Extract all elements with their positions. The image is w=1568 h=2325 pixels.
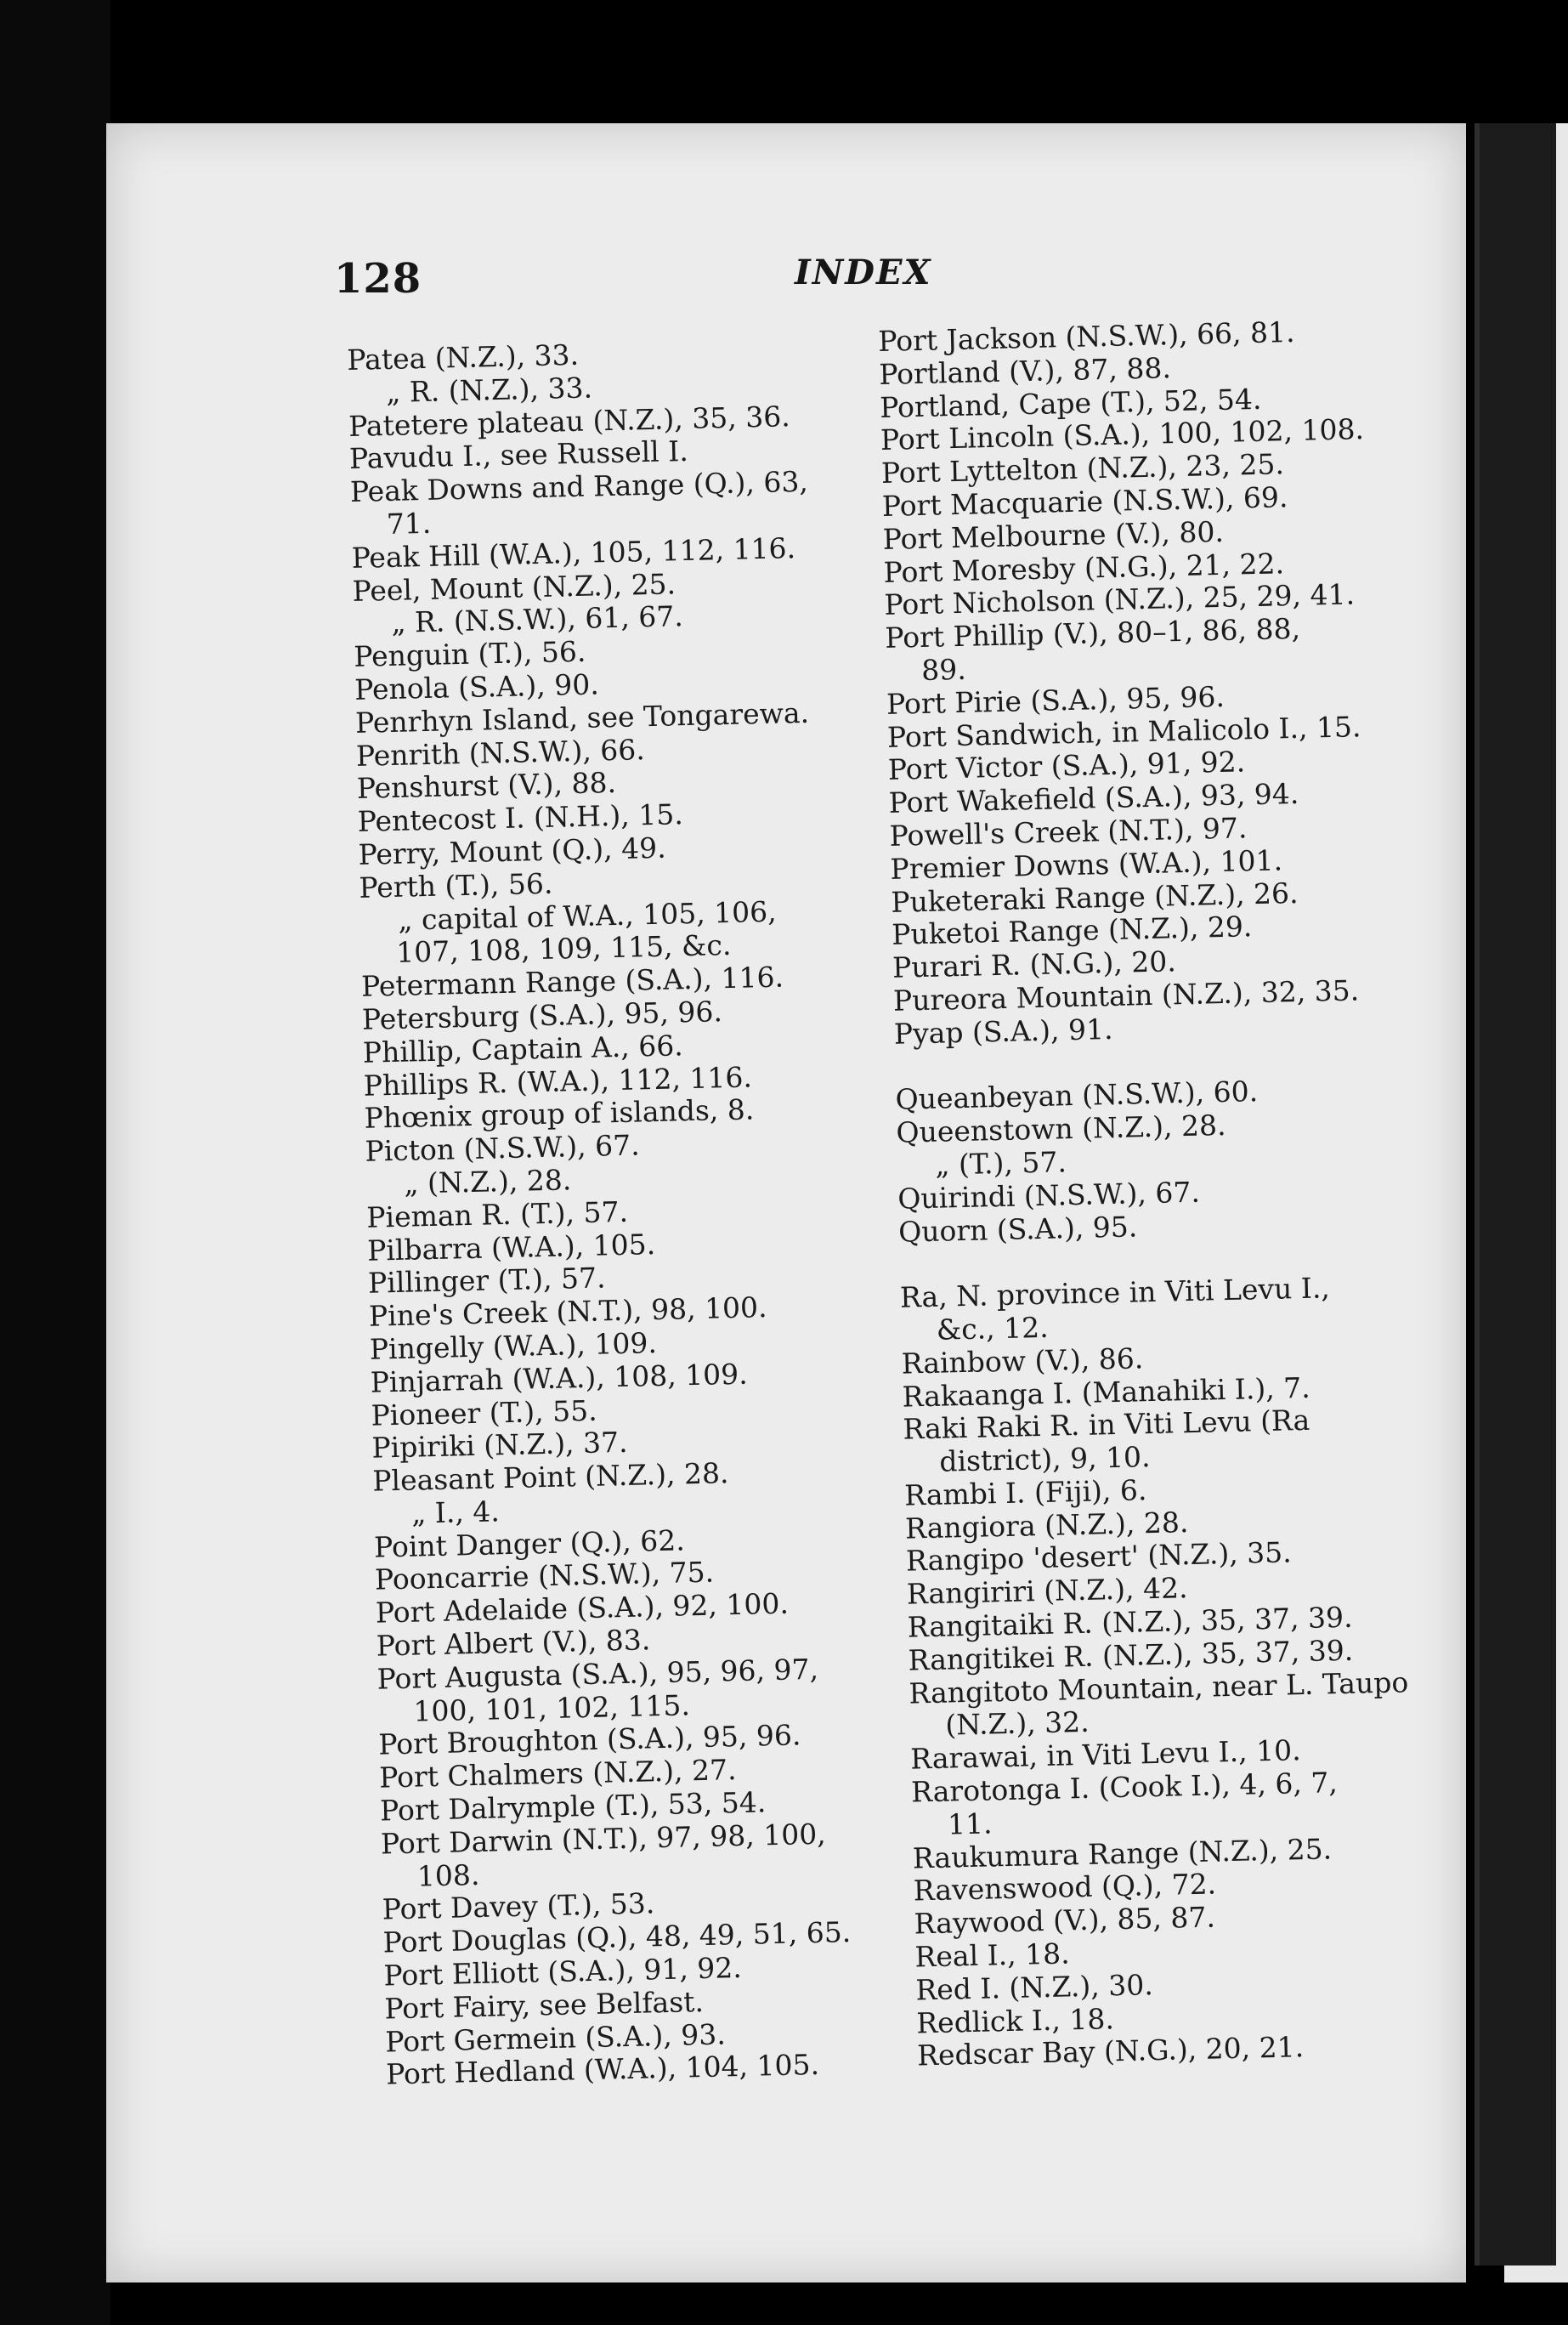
index-entry: „ I., 4. xyxy=(410,1494,501,1530)
index-entry: Purari R. (N.G.), 20. xyxy=(892,944,1177,984)
index-entry: Pillinger (T.), 57. xyxy=(367,1261,606,1301)
index-entry: „ R. (N.S.W.), 61, 67. xyxy=(391,599,684,640)
index-entry: Port Macquarie (N.S.W.), 69. xyxy=(881,480,1288,523)
index-entry: Port Lyttelton (N.Z.), 23, 25. xyxy=(880,447,1285,491)
index-entry: Port Broughton (S.A.), 95, 96. xyxy=(377,1718,801,1762)
index-entry: „ (T.), 57. xyxy=(934,1145,1067,1182)
index-entry: Port Sandwich, in Malicolo I., 15. xyxy=(886,709,1361,754)
index-entry: Port Phillip (V.), 80–1, 86, 88, xyxy=(884,611,1301,655)
index-entry: Pooncarrie (N.S.W.), 75. xyxy=(374,1556,715,1597)
index-entry: Port Adelaide (S.A.), 92, 100. xyxy=(375,1586,790,1630)
index-entry: Ra, N. province in Viti Levu I., xyxy=(899,1271,1331,1314)
index-entry: Pleasant Point (N.Z.), 28. xyxy=(371,1456,729,1498)
page-number: 128 xyxy=(334,255,422,303)
index-entry: Portland (V.), 87, 88. xyxy=(878,350,1172,391)
index-entry: Patetere plateau (N.Z.), 35, 36. xyxy=(348,399,791,443)
index-entry: Port Wakefield (S.A.), 93, 94. xyxy=(888,777,1299,820)
index-entry: Premier Downs (W.A.), 101. xyxy=(890,843,1283,886)
index-entry: Rainbow (V.), 86. xyxy=(901,1341,1144,1381)
index-entry: 89. xyxy=(920,652,967,687)
index-entry: Rarawai, in Viti Levu I., 10. xyxy=(909,1733,1301,1776)
index-entry: Rangiora (N.Z.), 28. xyxy=(904,1505,1189,1545)
index-entry: Raki Raki R. in Viti Levu (Ra xyxy=(903,1404,1310,1446)
index-entry: Rakaanga I. (Manahiki I.), 7. xyxy=(902,1370,1311,1414)
index-entry: Pentecost I. (N.H.), 15. xyxy=(357,797,684,839)
index-entry: Patea (N.Z.), 33. xyxy=(346,337,580,377)
index-entry: Port Melbourne (V.), 80. xyxy=(882,514,1225,556)
index-entry: Quorn (S.A.), 95. xyxy=(897,1209,1138,1249)
index-entry: Rangiriri (N.Z.), 42. xyxy=(906,1571,1188,1611)
index-entry: Portland, Cape (T.), 52, 54. xyxy=(879,382,1262,424)
index-entry: Redlick I., 18. xyxy=(915,2001,1115,2040)
index-entry: Puketeraki Range (N.Z.), 26. xyxy=(890,876,1299,919)
index-entry: Port Victor (S.A.), 91, 92. xyxy=(887,745,1246,787)
index-entry: Port Moresby (N.G.), 21, 22. xyxy=(883,546,1285,589)
index-entry: Port Fairy, see Belfast. xyxy=(383,1984,705,2026)
index-entry: Port Davey (T.), 53. xyxy=(382,1886,655,1926)
index-entry: Rangitikei R. (N.Z.), 35, 37, 39. xyxy=(908,1633,1354,1677)
index-entry: Port Germein (S.A.), 93. xyxy=(384,2017,727,2059)
index-entry: Perry, Mount (Q.), 49. xyxy=(358,831,667,871)
index-entry: (N.Z.), 32. xyxy=(944,1705,1090,1743)
index-entry: „ capital of W.A., 105, 106, xyxy=(397,894,778,937)
index-entry: Redscar Bay (N.G.), 20, 21. xyxy=(916,2030,1305,2073)
index-entry: Penguin (T.), 56. xyxy=(353,634,586,674)
index-column-right xyxy=(878,315,1417,2073)
index-entry: Raywood (V.), 85, 87. xyxy=(914,1900,1216,1941)
index-entry: Penshurst (V.), 88. xyxy=(356,766,617,806)
index-entry: Port Chalmers (N.Z.), 27. xyxy=(378,1753,737,1795)
index-entry: Phillip, Captain A., 66. xyxy=(362,1028,684,1069)
index-entry: Ravenswood (Q.), 72. xyxy=(913,1867,1217,1908)
index-entry: 108. xyxy=(416,1857,480,1893)
index-entry: 11. xyxy=(947,1806,993,1841)
index-entry: Port Dalrymple (T.), 53, 54. xyxy=(379,1785,767,1828)
index-entry: Queenstown (N.Z.), 28. xyxy=(896,1109,1226,1149)
index-entry: Rambi I. (Fiji), 6. xyxy=(903,1473,1147,1512)
index-entry: Pavudu I., see Russell I. xyxy=(348,434,689,476)
index-entry: Port Douglas (Q.), 48, 49, 51, 65. xyxy=(382,1915,852,1959)
index-entry: Penrhyn Island, see Tongarewa. xyxy=(354,695,810,740)
running-head: INDEX xyxy=(795,252,932,292)
index-entry: Rangitaiki R. (N.Z.), 35, 37, 39. xyxy=(907,1600,1353,1644)
index-column-left xyxy=(347,334,854,2092)
index-entry: Port Lincoln (S.A.), 100, 102, 108. xyxy=(880,412,1365,457)
index-entry: Pinjarrah (W.A.), 108, 109. xyxy=(370,1357,749,1399)
index-entry: Pureora Mountain (N.Z.), 32, 35. xyxy=(892,973,1360,1018)
index-entry: Petersburg (S.A.), 95, 96. xyxy=(361,995,723,1036)
index-entry: &c., 12. xyxy=(936,1310,1050,1347)
index-entry: Rangipo 'desert' (N.Z.), 35. xyxy=(905,1535,1293,1579)
index-entry: Raukumura Range (N.Z.), 25. xyxy=(912,1832,1333,1875)
index-entry: 71. xyxy=(386,506,432,541)
index-entry: Penola (S.A.), 90. xyxy=(354,667,600,706)
index-entry: Pioneer (T.), 55. xyxy=(371,1393,598,1432)
index-entry: Pilbarra (W.A.), 105. xyxy=(366,1227,656,1267)
index-entry: Phillips R. (W.A.), 112, 116. xyxy=(363,1059,753,1103)
index-entry: Powell's Creek (N.T.), 97. xyxy=(889,811,1248,853)
index-entry: Pieman R. (T.), 57. xyxy=(365,1194,629,1234)
index-entry: Port Pirie (S.A.), 95, 96. xyxy=(886,679,1226,721)
index-entry: Port Elliott (S.A.), 91, 92. xyxy=(383,1950,743,1993)
index-entry: Penrith (N.S.W.), 66. xyxy=(355,732,646,773)
index-entry: Peak Hill (W.A.), 105, 112, 116. xyxy=(351,530,796,575)
index-entry: Port Albert (V.), 83. xyxy=(376,1623,651,1663)
index-entry: Petermann Range (S.A.), 116. xyxy=(360,960,784,1003)
index-entry: Pingelly (W.A.), 109. xyxy=(369,1325,658,1366)
index-entry: Rarotonga I. (Cook I.), 4, 6, 7, xyxy=(910,1766,1339,1809)
index-entry: Port Nicholson (N.Z.), 25, 29, 41. xyxy=(884,577,1356,622)
index-entry: Rangitoto Mountain, near L. Taupo xyxy=(909,1664,1409,1710)
index-entry: „ R. (N.Z.), 33. xyxy=(385,371,593,409)
index-entry: Perth (T.), 56. xyxy=(359,866,553,904)
index-entry: 100, 101, 102, 115. xyxy=(413,1687,691,1728)
index-entry: Quirindi (N.S.W.), 67. xyxy=(897,1175,1201,1216)
index-entry: Queanbeyan (N.S.W.), 60. xyxy=(895,1075,1259,1117)
index-entry: Pipiriki (N.Z.), 37. xyxy=(371,1426,628,1465)
index-entry: Port Augusta (S.A.), 95, 96, 97, xyxy=(376,1652,819,1696)
index-entry: Port Hedland (W.A.), 104, 105. xyxy=(385,2048,820,2091)
index-entry: Pyap (S.A.), 91. xyxy=(893,1012,1113,1051)
index-entry: Port Jackson (N.S.W.), 66, 81. xyxy=(877,315,1295,358)
index-entry: district), 9, 10. xyxy=(938,1440,1151,1478)
index-entry: Peel, Mount (N.Z.), 25. xyxy=(352,566,676,608)
index-entry: 107, 108, 109, 115, &c. xyxy=(395,928,732,970)
index-entry: Red I. (N.Z.), 30. xyxy=(914,1968,1154,2007)
index-entry: Picton (N.S.W.), 67. xyxy=(365,1128,641,1168)
index-entry: Pine's Creek (N.T.), 98, 100. xyxy=(368,1290,767,1333)
index-entry: Puketoi Range (N.Z.), 29. xyxy=(891,910,1253,952)
scan-border xyxy=(0,0,110,2325)
page-gutter-shadow xyxy=(1475,123,1556,2265)
index-entry: „ (N.Z.), 28. xyxy=(403,1163,572,1200)
index-entry: Point Danger (Q.), 62. xyxy=(373,1523,686,1564)
index-entry: Peak Downs and Range (Q.), 63, xyxy=(349,464,809,509)
index-entry: Port Darwin (N.T.), 97, 98, 100, xyxy=(380,1817,827,1861)
index-entry: Real I., 18. xyxy=(914,1937,1071,1974)
index-entry: Phœnix group of islands, 8. xyxy=(364,1092,755,1136)
